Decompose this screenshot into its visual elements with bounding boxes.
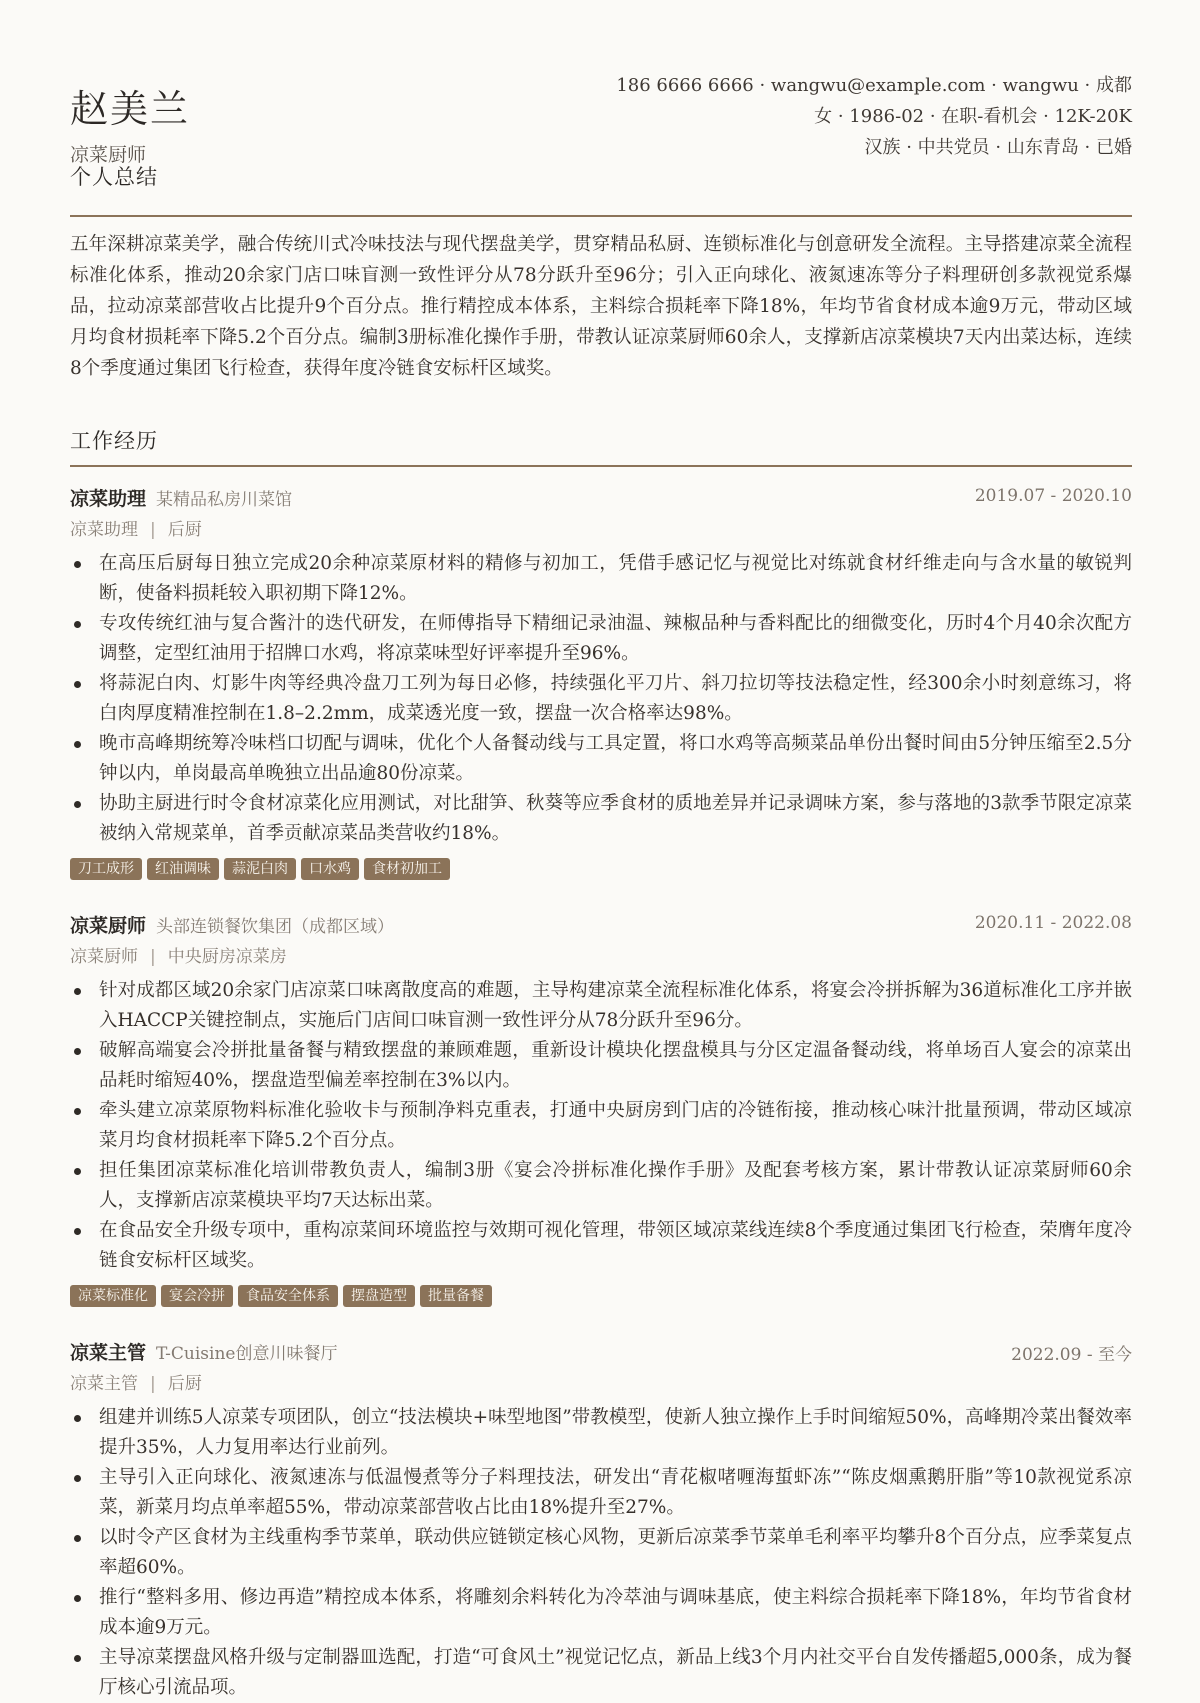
job-company: 某精品私房川菜馆 <box>156 490 293 510</box>
skill-tag: 摆盘造型 <box>343 1285 415 1307</box>
summary-divider <box>70 215 1132 217</box>
bullet-item: 在食品安全升级专项中，重构凉菜间环境监控与效期可视化管理，带领区域凉菜线连续8个季度通过集团飞行检查，荣膺年度冷链食安标杆区域奖。 <box>70 1216 1132 1276</box>
job-department: 中央厨房凉菜房 <box>167 947 287 967</box>
contact-line-1: 186 6666 6666 · wangwu@example.com · wangwu · 成都 <box>616 75 1132 96</box>
bullet-item: 以时令产区食材为主线重构季节菜单，联动供应链锁定核心风物，更新后凉菜季节菜单毛利率平均攀升8个百分点，应季菜复点率超60%。 <box>70 1523 1132 1583</box>
job-bullets <box>70 1403 1132 1703</box>
bullet-item: 针对成都区域20余家门店凉菜口味离散度高的难题，主导构建凉菜全流程标准化体系，将宴会冷拼拆解为36道标准化工序并嵌入HACCP关键控制点，实施后门店间口味盲测一致性评分从78分跃升至96分。 <box>70 976 1132 1036</box>
job-position: 凉菜厨师 <box>70 947 138 967</box>
contact-line-3: 汉族 · 中共党员 · 山东青岛 · 已婚 <box>864 137 1132 158</box>
skill-tag: 凉菜标准化 <box>70 1285 156 1307</box>
job-entry-assistant <box>70 484 1132 882</box>
separator: | <box>150 947 156 967</box>
bullet-item: 将蒜泥白肉、灯影牛肉等经典冷盘刀工列为每日必修，持续强化平刀片、斜刀拉切等技法稳定性，经300余小时刻意练习，将白肉厚度精准控制在1.8–2.2mm，成菜透光度一致，摆盘一次合格率达98%。 <box>70 669 1132 729</box>
candidate-job-title: 凉菜厨师 <box>70 144 147 166</box>
job-role: 凉菜助理 <box>70 488 147 510</box>
job-company: T-Cuisine创意川味餐厅 <box>156 1344 338 1364</box>
job-bullets <box>70 549 1132 849</box>
skill-tag: 宴会冷拼 <box>161 1285 233 1307</box>
bullet-item: 主导凉菜摆盘风格升级与定制器皿选配，打造“可食风土”视觉记忆点，新品上线3个月内社交平台自发传播超5,000条，成为餐厅核心引流品项。 <box>70 1643 1132 1703</box>
job-subtitle <box>70 1369 1132 1397</box>
job-subtitle <box>70 515 1132 543</box>
experience-divider <box>70 465 1132 467</box>
skill-tags <box>70 1285 1132 1309</box>
job-department: 后厨 <box>167 1374 202 1394</box>
summary-section-title: 个人总结 <box>70 165 158 189</box>
bullet-item: 专攻传统红油与复合酱汁的迭代研发，在师傅指导下精细记录油温、辣椒品种与香料配比的细微变化，历时4个月40余次配方调整，定型红油用于招牌口水鸡，将凉菜味型好评率提升至96%。 <box>70 609 1132 669</box>
separator: | <box>150 520 156 540</box>
skill-tag: 食品安全体系 <box>238 1285 338 1307</box>
job-subtitle <box>70 942 1132 970</box>
skill-tag: 批量备餐 <box>420 1285 492 1307</box>
job-position: 凉菜助理 <box>70 520 138 540</box>
skill-tag: 刀工成形 <box>70 858 142 880</box>
bullet-item: 推行“整料多用、修边再造”精控成本体系，将雕刻余料转化为冷萃油与调味基底，使主料综合损耗率下降18%，年均节省食材成本逾9万元。 <box>70 1583 1132 1643</box>
skill-tag: 蒜泥白肉 <box>224 858 296 880</box>
bullet-item: 担任集团凉菜标准化培训带教负责人，编制3册《宴会冷拼标准化操作手册》及配套考核方案，累计带教认证凉菜厨师60余人，支撑新店凉菜模块平均7天达标出菜。 <box>70 1156 1132 1216</box>
bullet-item: 主导引入正向球化、液氮速冻与低温慢煮等分子料理技法，研发出“青花椒啫喱海蜇虾冻”“陈皮烟熏鹅肝脂”等10款视觉系凉菜，新菜月均点单率超55%，带动凉菜部营收占比由18%提升至27%。 <box>70 1463 1132 1523</box>
separator: | <box>150 1374 156 1394</box>
skill-tags <box>70 858 1132 882</box>
bullet-item: 晚市高峰期统筹冷味档口切配与调味，优化个人备餐动线与工具定置，将口水鸡等高频菜品单份出餐时间由5分钟压缩至2.5分钟以内，单岗最高单晚独立出品逾80份凉菜。 <box>70 729 1132 789</box>
skill-tag: 红油调味 <box>147 858 219 880</box>
bullet-item: 破解高端宴会冷拼批量备餐与精致摆盘的兼顾难题，重新设计模块化摆盘模具与分区定温备餐动线，将单场百人宴会的凉菜出品耗时缩短40%，摆盘造型偏差率控制在3%以内。 <box>70 1036 1132 1096</box>
bullet-item: 牵头建立凉菜原物料标准化验收卡与预制净料克重表，打通中央厨房到门店的冷链衔接，推动核心味汁批量预调，带动区域凉菜月均食材损耗率下降5.2个百分点。 <box>70 1096 1132 1156</box>
job-company: 头部连锁餐饮集团（成都区域） <box>156 917 395 937</box>
job-dates: 2019.07 - 2020.10 <box>974 486 1132 506</box>
bullet-item: 协助主厨进行时令食材凉菜化应用测试，对比甜笋、秋葵等应季食材的质地差异并记录调味方案，参与落地的3款季节限定凉菜被纳入常规菜单，首季贡献凉菜品类营收约18%。 <box>70 789 1132 849</box>
job-entry-cook <box>70 911 1132 1309</box>
contact-info <box>616 70 1132 163</box>
job-role: 凉菜主管 <box>70 1342 147 1364</box>
job-heading <box>70 484 1132 512</box>
bullet-item: 组建并训练5人凉菜专项团队，创立“技法模块+味型地图”带教模型，使新人独立操作上手时间缩短50%，高峰期冷菜出餐效率提升35%，人力复用率达行业前列。 <box>70 1403 1132 1463</box>
job-heading <box>70 1338 1132 1366</box>
job-heading <box>70 911 1132 939</box>
job-entry-supervisor <box>70 1338 1132 1703</box>
job-dates: 2022.09 - 至今 <box>1011 1345 1132 1365</box>
summary-text: 五年深耕凉菜美学，融合传统川式冷味技法与现代摆盘美学，贯穿精品私厨、连锁标准化与创意研发全流程。主导搭建凉菜全流程标准化体系，推动20余家门店口味盲测一致性评分从78分跃升至96分；引入正向球化、液氮速冻等分子料理研创多款视觉系爆品，拉动凉菜部营收占比提升9个百分点。推行精控成本体系，主料综合损耗率下降18%，年均节省食材成本逾9万元，带动区域月均食材损耗率下降5.2个百分点。编制3册标准化操作手册，带教认证凉菜厨师60余人，支撑新店凉菜模块7天内出菜达标，连续8个季度通过集团飞行检查，获得年度冷链食安标杆区域奖。 <box>70 234 1132 379</box>
skill-tag: 口水鸡 <box>301 858 359 880</box>
bullet-item: 在高压后厨每日独立完成20余种凉菜原材料的精修与初加工，凭借手感记忆与视觉比对练就食材纤维走向与含水量的敏锐判断，使备料损耗较入职初期下降12%。 <box>70 549 1132 609</box>
skill-tag: 食材初加工 <box>364 858 450 880</box>
contact-line-2: 女 · 1986-02 · 在职-看机会 · 12K-20K <box>814 106 1132 127</box>
job-role: 凉菜厨师 <box>70 915 147 937</box>
job-dates: 2020.11 - 2022.08 <box>974 913 1132 933</box>
job-bullets <box>70 976 1132 1276</box>
experience-section-title: 工作经历 <box>70 429 158 453</box>
job-department: 后厨 <box>167 520 202 540</box>
job-position: 凉菜主管 <box>70 1374 138 1394</box>
resume-header <box>70 70 1132 170</box>
candidate-name: 赵美兰 <box>70 87 191 131</box>
